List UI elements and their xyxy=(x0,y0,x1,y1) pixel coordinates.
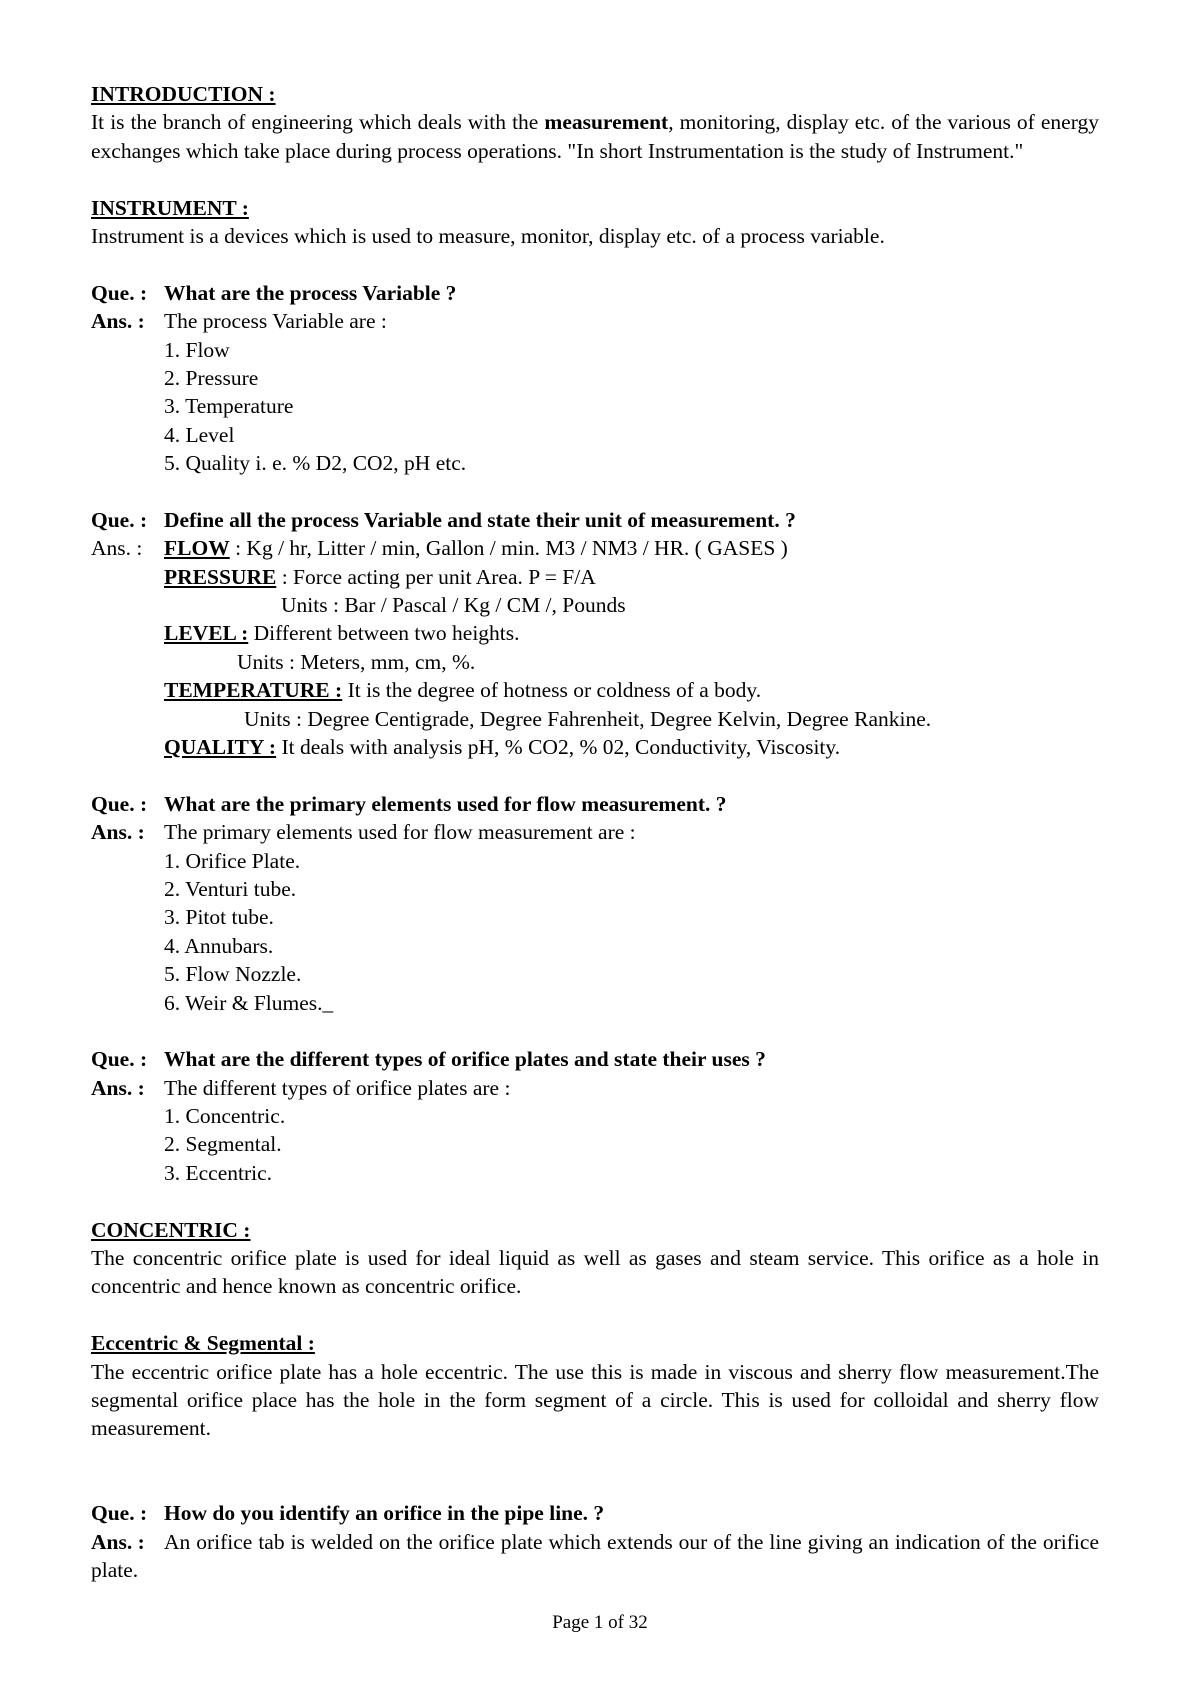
que-label: Que. : xyxy=(91,280,148,305)
concentric-heading: CONCENTRIC : xyxy=(91,1217,251,1242)
ans-label: Ans. : xyxy=(91,820,145,845)
list-item: 2. Pressure xyxy=(164,365,259,390)
list-item: 3. Eccentric. xyxy=(164,1160,273,1185)
document-page xyxy=(91,80,1099,1584)
answer-3 xyxy=(91,818,1099,846)
introduction-heading: INTRODUCTION : xyxy=(91,82,276,106)
question-1 xyxy=(91,279,1099,307)
temperature-text: It is the degree of hotness or coldness of a body. xyxy=(342,678,762,703)
question-4 xyxy=(91,1045,1099,1073)
intro-text-rest: , monitoring, display etc. of the various of energy exchanges which take place during process operations. "In short Instrumentation is the study of Instrument." xyxy=(91,110,1099,163)
list-item: 3. Pitot tube. xyxy=(164,905,274,930)
answer-text: The process Variable are : xyxy=(164,309,387,334)
intro-text: It is the branch of engineering which deals with the xyxy=(91,110,545,135)
answer-text: The different types of orifice plates are : xyxy=(164,1075,511,1100)
list-item: 2. Segmental. xyxy=(164,1132,282,1157)
concentric-paragraph: The concentric orifice plate is used for ideal liquid as well as gases and steam service. This orifice as a hole in concentric and hence known as concentric orifice. xyxy=(91,1246,1099,1299)
answer-1 xyxy=(91,307,1099,335)
list-item: 5. Flow Nozzle. xyxy=(164,962,302,987)
quality-term: QUALITY : xyxy=(164,735,277,760)
ans-label: Ans. : xyxy=(91,536,143,561)
question-text: What are the process Variable ? xyxy=(164,280,457,305)
flow-term: FLOW xyxy=(164,536,230,561)
intro-bold-word: measurement xyxy=(544,110,669,135)
list-item: 1. Flow xyxy=(164,337,230,362)
introduction-paragraph xyxy=(91,108,1099,165)
ans-label: Ans. : xyxy=(91,309,145,334)
question-text: What are the primary elements used for flow measurement. ? xyxy=(164,791,727,816)
answer-5 xyxy=(91,1528,1099,1585)
level-text: Different between two heights. xyxy=(248,621,520,646)
level-term: LEVEL : xyxy=(164,621,249,646)
list-item: 6. Weir & Flumes._ xyxy=(164,990,334,1015)
que-label: Que. : xyxy=(91,1047,148,1072)
temperature-term: TEMPERATURE : xyxy=(164,678,343,703)
question-5 xyxy=(91,1499,1099,1527)
answer-text: The primary elements used for flow measurement are : xyxy=(164,820,636,845)
list-item: 3. Temperature xyxy=(164,394,294,419)
list-item: 5. Quality i. e. % D2, CO2, pH etc. xyxy=(164,451,467,476)
que-label: Que. : xyxy=(91,1501,148,1526)
answer-text: An orifice tab is welded on the orifice plate which extends our of the line giving an indication of the orifice plate. xyxy=(91,1529,1099,1583)
answer-2 xyxy=(91,534,1099,562)
list-item: 4. Level xyxy=(164,422,235,447)
pressure-term: PRESSURE xyxy=(164,564,277,589)
pressure-line xyxy=(91,563,1099,591)
quality-text: It deals with analysis pH, % CO2, % 02, Conductivity, Viscosity. xyxy=(276,735,841,760)
question-text: Define all the process Variable and state their unit of measurement. ? xyxy=(164,507,796,532)
flow-text: : Kg / hr, Litter / min, Gallon / min. M3 / NM3 / HR. ( GASES ) xyxy=(229,536,788,561)
list-item: 2. Venturi tube. xyxy=(164,876,297,901)
pressure-units: Units : Bar / Pascal / Kg / CM /, Pounds xyxy=(281,593,626,618)
level-line xyxy=(91,619,1099,647)
list-item: 4. Annubars. xyxy=(164,933,274,958)
question-2 xyxy=(91,506,1099,534)
instrument-heading: INSTRUMENT : xyxy=(91,195,249,220)
question-text: How do you identify an orifice in the pipe line. ? xyxy=(164,1501,605,1526)
temperature-units: Units : Degree Centigrade, Degree Fahrenheit, Degree Kelvin, Degree Rankine. xyxy=(244,706,932,731)
question-3 xyxy=(91,790,1099,818)
pressure-text: : Force acting per unit Area. P = F/A xyxy=(276,564,596,589)
list-item: 1. Orifice Plate. xyxy=(164,848,301,873)
ans-label: Ans. : xyxy=(91,1075,145,1100)
que-label: Que. : xyxy=(91,791,148,816)
answer-4 xyxy=(91,1074,1099,1102)
instrument-paragraph: Instrument is a devices which is used to measure, monitor, display etc. of a process variable. xyxy=(91,223,885,248)
quality-line xyxy=(91,733,1099,761)
ans-label: Ans. : xyxy=(91,1529,145,1554)
page-number: Page 1 of 32 xyxy=(552,1612,648,1633)
level-units: Units : Meters, mm, cm, %. xyxy=(237,649,476,674)
list-item: 1. Concentric. xyxy=(164,1104,286,1129)
temperature-line xyxy=(91,676,1099,704)
eccentric-heading: Eccentric & Segmental : xyxy=(91,1331,315,1356)
que-label: Que. : xyxy=(91,507,148,532)
eccentric-paragraph: The eccentric orifice plate has a hole eccentric. The use this is made in viscous and sherry flow measurement.The segmental orifice place has the hole in the form segment of a circle. This is used for colloidal and sherry flow measurement. xyxy=(91,1359,1099,1441)
question-text: What are the different types of orifice plates and state their uses ? xyxy=(164,1047,766,1072)
